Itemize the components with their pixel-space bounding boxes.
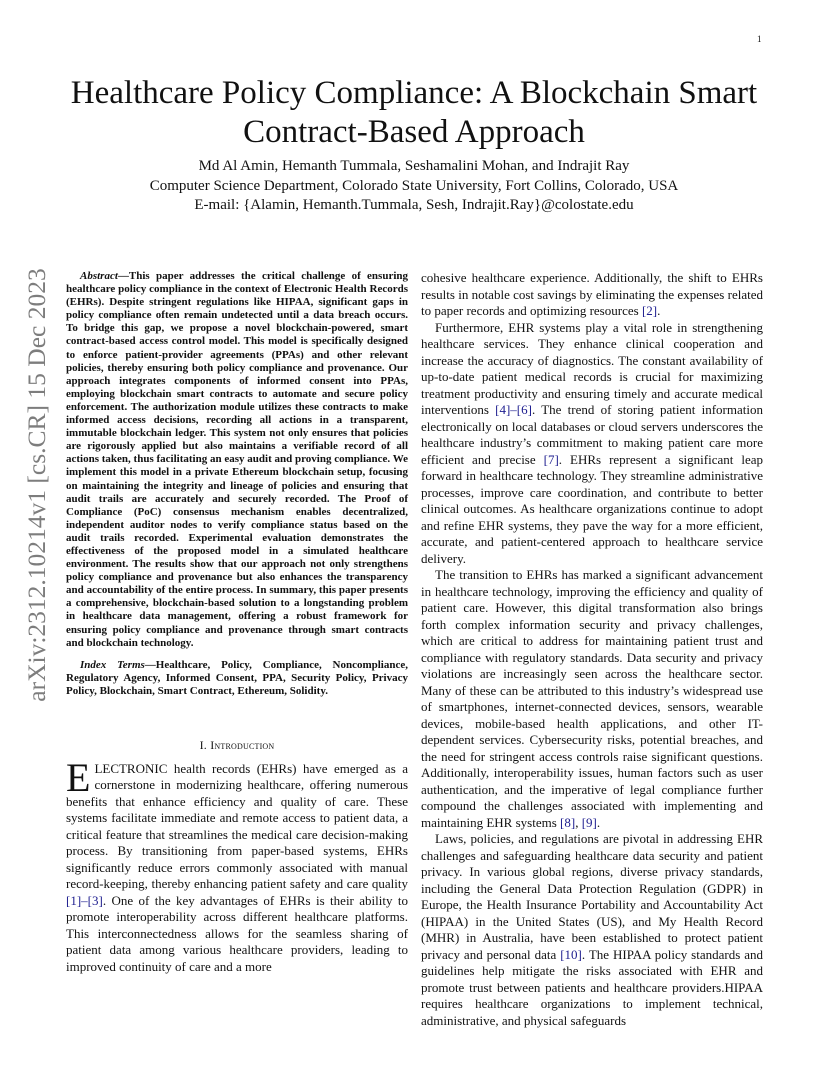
left-column	[66, 270, 408, 975]
section-heading-introduction	[66, 737, 408, 754]
right-column	[421, 270, 763, 1029]
body-text: ,	[575, 814, 582, 830]
body-paragraph-2	[421, 320, 763, 568]
abstract-label: Abstract	[80, 270, 118, 282]
page-number: 1	[757, 34, 762, 44]
author-email: E-mail: {Alamin, Hemanth.Tummala, Sesh, Indrajit.Ray}@colostate.edu	[194, 197, 634, 213]
paper-title: Healthcare Policy Compliance: A Blockchain Smart Contract-Based Approach	[70, 75, 758, 150]
citation-link[interactable]: [8]	[560, 814, 576, 830]
section-title: Introduction	[210, 738, 275, 752]
author-names: Md Al Amin, Hemanth Tummala, Seshamalini Mohan, and Indrajit Ray	[198, 158, 630, 174]
intro-tail-text: . One of the key advantages of EHRs is their ability to promote interoperability across different healthcare platforms. This interconnectedness allows for the seamless sharing of patient data among various healthcare providers, leading to improved continuity of care and a more	[66, 892, 408, 974]
citation-link[interactable]: [7]	[543, 451, 559, 467]
index-terms-text: Healthcare, Policy, Compliance, Noncompliance, Regulatory Agency, Informed Consent, PPA, Security Policy, Privacy Policy, Blockchain, Smart Contract, Ethereum, Solidity.	[66, 658, 408, 697]
abstract	[66, 270, 408, 650]
abstract-text: This paper addresses the critical challenge of ensuring healthcare policy compliance in the context of Electronic Health Records (EHRs). Despite stringent regulations like HIPAA, significant gaps in policy compliance often remain undetected until a data breach occurs. To bridge this gap, we propose a novel blockchain-powered, smart contract-based access control model. This model is specifically designed to enforce patient-provider agreements (PPAs) and other relevant policies, thereby ensuring both policy compliance and provenance. Our approach integrates components of informed consent into PPAs, employing blockchain smart contracts to automate and secure policy enforcement. The authorization module utilizes these contracts to make informed access decisions, recording all actions in a transparent, immutable blockchain ledger. This system not only ensures that policies are rigorously applied but also maintains a verifiable record of all actions taken, thus facilitating an easy audit and proving compliance. We implement this model in a private Ethereum blockchain setup, focusing on maintaining the integrity and lineage of policies and ensuring that audit trails are accurately and securely recorded. The Proof of Compliance (PoC) consensus mechanism enables decentralized, independent auditor nodes to verify compliance status based on the audit trails recorded. Experimental evaluation demonstrates the effectiveness of the proposed model in a simulated healthcare environment. The results show that our approach not only strengthens policy compliance and provenance but also enhances the transparency and accountability of the entire process. In summary, this paper presents a comprehensive, blockchain-based solution to a longstanding problem in healthcare data management, offering a robust framework for ensuring policy compliance and provenance through smart contracts and blockchain technology.	[66, 270, 408, 649]
body-text: Furthermore, EHR systems play a vital role in strengthening healthcare services. They enhance clinical cooperation and increase the accuracy of diagnostics. The constant availability of up-to-date patient medical records is crucial for maximizing treatment productivity and ensuring timely and accurate medical interventions	[421, 319, 763, 417]
body-text: The transition to EHRs has marked a significant advancement in healthcare technology, improving the efficiency and quality of patient care. However, this digital transformation also brings forth complex information security and privacy challenges, which are critical to address for maintaining patient trust and compliance with regulatory standards. Data security and privacy violations are increasingly seen across the healthcare sector. Many of these can be attributed to this industry’s widespread use of smartphones, internet-connected devices, sensors, wearable devices, mobile-based health applications, and other IT-dependent services. Cybersecurity risks, potential breaches, and the need for stringent access controls raise significant questions. Additionally, interoperability issues, human factors such as user authentication, and the imperative of legal compliance further compound the challenges associated with implementing and maintaining EHR systems	[421, 567, 763, 830]
citation-link[interactable]: [4]–[6]	[495, 402, 532, 417]
body-text: cohesive healthcare experience. Additionally, the shift to EHRs results in notable cost savings by eliminating the expenses related to paper records and optimizing resources	[421, 270, 763, 318]
intro-paragraph-1	[66, 754, 408, 976]
body-paragraph-continued	[421, 270, 763, 320]
author-affiliation: Computer Science Department, Colorado State University, Fort Collins, Colorado, USA	[149, 177, 679, 194]
index-terms	[66, 659, 408, 698]
body-text: . The HIPAA policy standards and guidelines help mitigate the risks associated with EHR and promote trust between patients and healthcare providers.HIPAA requires healthcare organizations to implement technical, administrative, and physical safeguards	[421, 946, 763, 1028]
intro-lead-text: LECTRONIC health records (EHRs) have emerged as a cornerstone in modernizing healthcare, offering numerous benefits that enhance efficiency and quality of care. These systems facilitate immediate and remote access to patient data, a critical feature that streamlines the medical care decision-making process. By transitioning from paper-based systems, EHRs significantly reduce errors commonly associated with manual record-keeping, thereby enhancing patient safety and care quality	[66, 760, 408, 891]
body-paragraph-4	[421, 831, 763, 1029]
drop-cap: E	[66, 754, 91, 800]
body-paragraph-3	[421, 567, 763, 831]
citation-link[interactable]: [10]	[560, 946, 582, 962]
citation-link[interactable]: [9]	[581, 814, 597, 830]
section-numeral: I.	[199, 738, 211, 752]
body-text: .	[657, 303, 661, 318]
index-terms-label: Index Terms	[80, 658, 145, 671]
body-text: . The trend of storing patient information electronically on local databases or cloud servers underscores the healthcare industry’s commitment to making patient care more efficient and precise	[421, 402, 763, 467]
index-terms-dash: —	[144, 658, 156, 671]
body-text: . EHRs represent a significant leap forward in healthcare technology. They streamline administrative processes, improve care coordination, and contribute to better clinical outcomes. As healthcare organizations continue to adopt and refine EHR systems, they pave the way for a more efficient, accurate, and patient-centered approach to healthcare service delivery.	[421, 451, 763, 566]
citation-link[interactable]: [2]	[641, 303, 658, 318]
body-text: Laws, policies, and regulations are pivotal in addressing EHR challenges and safeguarding healthcare data security and patient privacy. In various global regions, diverse privacy standards, including the General Data Protection Regulation (GDPR) in Europe, the Health Insurance Portability and Accountability Act (HIPAA) in the United States (US), and My Health Record (MHR) in Australia, have been established to protect patient privacy and personal data	[421, 831, 763, 962]
body-text: .	[596, 814, 601, 830]
author-block	[60, 157, 768, 216]
arxiv-stamp-text: arXiv:2312.10214v1 [cs.CR] 15 Dec 2023	[22, 268, 51, 702]
abstract-dash: —	[117, 270, 129, 282]
citation-link[interactable]: [1]–[3]	[66, 892, 103, 908]
